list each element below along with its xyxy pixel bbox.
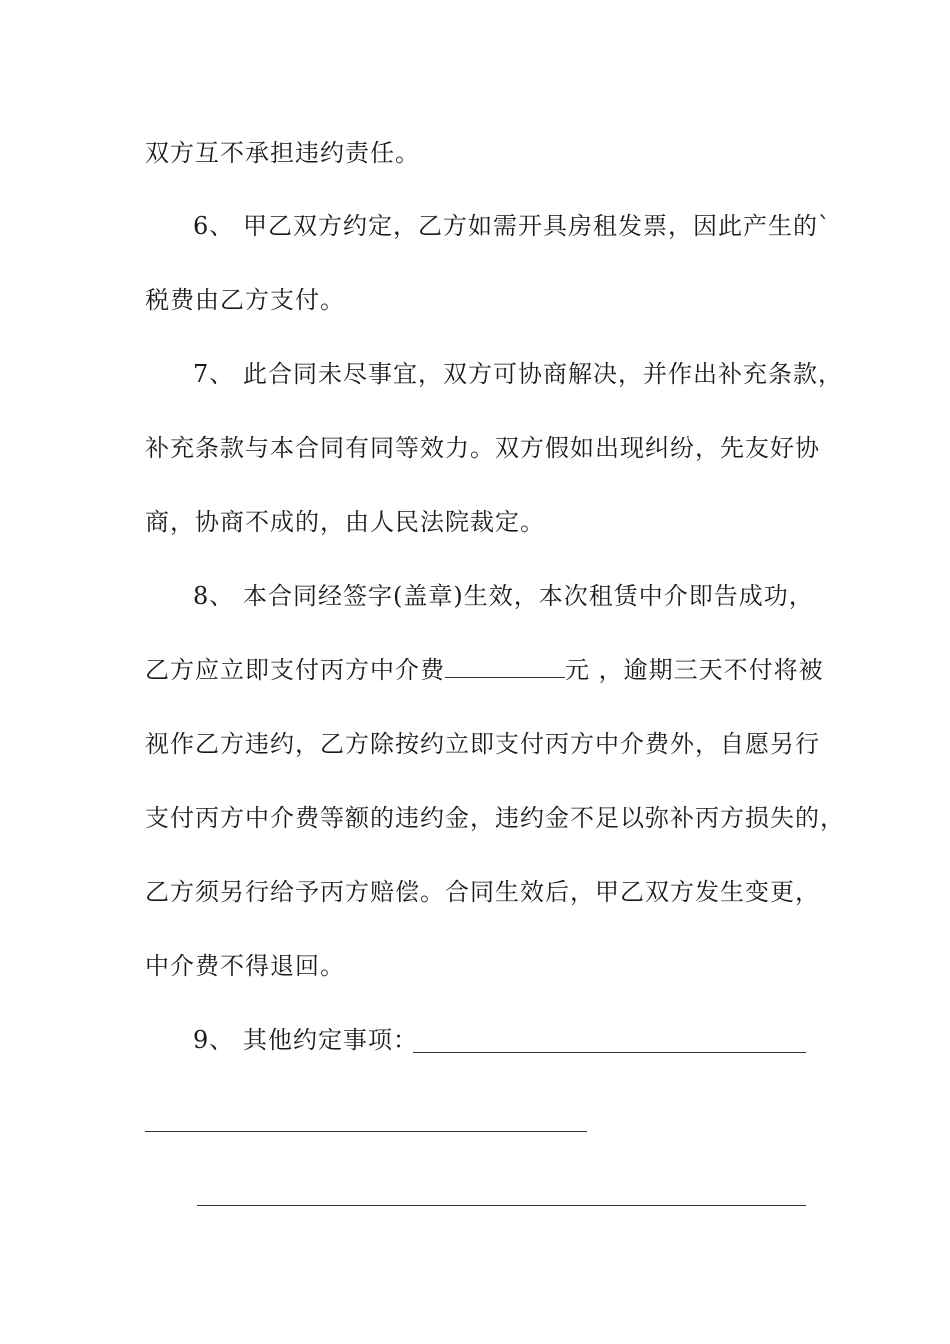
clause-7-line-2: 补充条款与本合同有同等效力。双方假如出现纠纷，先友好协 [145, 434, 820, 462]
clause-8-line-4: 支付丙方中介费等额的违约金，违约金不足以弥补丙方损失的， [145, 804, 845, 832]
clause-8-text-2b: 元 ，逾期三天不付将被 [565, 656, 824, 684]
clause-8-text-2a: 乙方应立即支付丙方中介费 [145, 656, 445, 684]
clause-6-line-2: 税费由乙方支付。 [145, 286, 345, 314]
clause-8-number: 8、 [193, 582, 235, 610]
clause-8-line-6: 中介费不得退回。 [145, 952, 345, 980]
clause-5-tail: 双方互不承担违约责任。 [145, 139, 420, 167]
clause-8-line-1 [193, 581, 814, 611]
other-terms-blank-1[interactable] [413, 1052, 806, 1053]
clause-9-label: 其他约定事项： [243, 1026, 418, 1054]
clause-7-line-1 [193, 359, 843, 389]
agency-fee-blank[interactable] [445, 655, 565, 678]
clause-6-line-1 [193, 211, 831, 241]
clause-6-text-1: 甲乙双方约定，乙方如需开具房租发票，因此产生的` [243, 212, 831, 240]
other-terms-blank-2[interactable] [145, 1131, 587, 1132]
clause-9-number: 9、 [193, 1026, 235, 1054]
clause-9-line-1 [193, 1025, 418, 1055]
clause-7-text-1: 此合同未尽事宜，双方可协商解决，并作出补充条款， [243, 360, 843, 388]
clause-7-number: 7、 [193, 360, 235, 388]
clause-6-number: 6、 [193, 212, 235, 240]
clause-8-line-3: 视作乙方违约，乙方除按约立即支付丙方中介费外，自愿另行 [145, 730, 820, 758]
clause-8-text-1: 本合同经签字(盖章)生效，本次租赁中介即告成功， [243, 582, 814, 610]
other-terms-blank-3[interactable] [197, 1205, 806, 1206]
clause-7-line-3: 商，协商不成的，由人民法院裁定。 [145, 508, 545, 536]
clause-8-line-5: 乙方须另行给予丙方赔偿。合同生效后，甲乙双方发生变更， [145, 878, 820, 906]
clause-8-line-2 [145, 655, 824, 685]
